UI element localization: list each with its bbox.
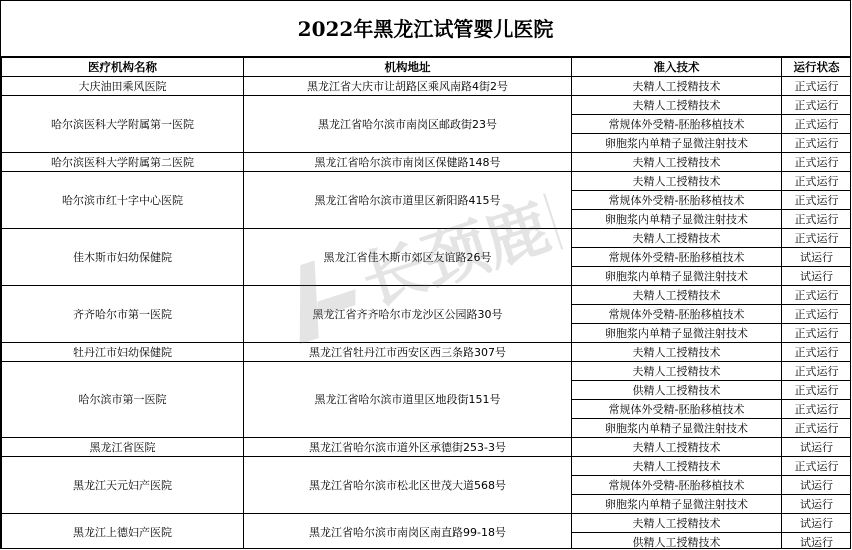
status-cell: 正式运行 — [782, 191, 852, 210]
tech-cell: 常规体外受精-胚胎移植技术 — [572, 115, 782, 134]
table-row — [2, 153, 852, 172]
tech-cell: 卵胞浆内单精子显微注射技术 — [572, 210, 782, 229]
status-cell: 试运行 — [782, 533, 852, 550]
tech-cell: 卵胞浆内单精子显微注射技术 — [572, 419, 782, 438]
table-row — [2, 286, 852, 305]
status-cell: 试运行 — [782, 267, 852, 286]
hospital-address-cell: 黑龙江省哈尔滨市松北区世茂大道568号 — [244, 457, 572, 514]
watermark-text: 长颈鹿网 — [353, 170, 571, 321]
tech-cell: 供精人工授精技术 — [572, 533, 782, 550]
tech-cell: 夫精人工授精技术 — [572, 229, 782, 248]
hospital-address-cell: 黑龙江省哈尔滨市道外区承德街253-3号 — [244, 438, 572, 457]
table-row — [2, 438, 852, 457]
table-row — [2, 77, 852, 96]
table-row — [2, 172, 852, 191]
table-row — [2, 96, 852, 115]
table-row — [2, 362, 852, 381]
hospital-name-cell: 牡丹江市妇幼保健院 — [2, 343, 244, 362]
header-status: 运行状态 — [782, 58, 852, 77]
tech-cell: 常规体外受精-胚胎移植技术 — [572, 305, 782, 324]
status-cell: 试运行 — [782, 476, 852, 495]
status-cell: 正式运行 — [782, 115, 852, 134]
hospital-table — [1, 57, 851, 549]
hospital-address-cell: 黑龙江省大庆市让胡路区乘风南路4街2号 — [244, 77, 572, 96]
hospital-name-cell: 齐齐哈尔市第一医院 — [2, 286, 244, 343]
hospital-name-cell: 黑龙江上德妇产医院 — [2, 514, 244, 550]
header-tech: 准入技术 — [572, 58, 782, 77]
header-name: 医疗机构名称 — [2, 58, 244, 77]
hospital-name-cell: 佳木斯市妇幼保健院 — [2, 229, 244, 286]
status-cell: 正式运行 — [782, 96, 852, 115]
status-cell: 正式运行 — [782, 229, 852, 248]
tech-cell: 卵胞浆内单精子显微注射技术 — [572, 267, 782, 286]
tech-cell: 夫精人工授精技术 — [572, 514, 782, 533]
hospital-name-cell: 哈尔滨医科大学附属第二医院 — [2, 153, 244, 172]
hospital-address-cell: 黑龙江省佳木斯市郊区友谊路26号 — [244, 229, 572, 286]
status-cell: 正式运行 — [782, 400, 852, 419]
tech-cell: 常规体外受精-胚胎移植技术 — [572, 476, 782, 495]
tech-cell: 夫精人工授精技术 — [572, 153, 782, 172]
tech-cell: 常规体外受精-胚胎移植技术 — [572, 248, 782, 267]
hospital-name-cell: 哈尔滨市红十字中心医院 — [2, 172, 244, 229]
tech-cell: 夫精人工授精技术 — [572, 77, 782, 96]
table-row — [2, 229, 852, 248]
status-cell: 正式运行 — [782, 153, 852, 172]
table-row — [2, 343, 852, 362]
table-body — [2, 77, 852, 550]
status-cell: 正式运行 — [782, 419, 852, 438]
hospital-address-cell: 黑龙江省哈尔滨市南岗区邮政街23号 — [244, 96, 572, 153]
header-address: 机构地址 — [244, 58, 572, 77]
status-cell: 试运行 — [782, 495, 852, 514]
page-title: 2022年黑龙江试管婴儿医院 — [1, 1, 850, 57]
tech-cell: 常规体外受精-胚胎移植技术 — [572, 191, 782, 210]
tech-cell: 夫精人工授精技术 — [572, 172, 782, 191]
table-row — [2, 457, 852, 476]
status-cell: 正式运行 — [782, 381, 852, 400]
header-row — [2, 58, 852, 77]
tech-cell: 夫精人工授精技术 — [572, 457, 782, 476]
hospital-name-cell: 哈尔滨医科大学附属第一医院 — [2, 96, 244, 153]
hospital-name-cell: 大庆油田乘风医院 — [2, 77, 244, 96]
status-cell: 试运行 — [782, 514, 852, 533]
hospital-address-cell: 黑龙江省牡丹江市西安区西三条路307号 — [244, 343, 572, 362]
status-cell: 正式运行 — [782, 172, 852, 191]
tech-cell: 卵胞浆内单精子显微注射技术 — [572, 495, 782, 514]
hospital-address-cell: 黑龙江省哈尔滨市道里区新阳路415号 — [244, 172, 572, 229]
status-cell: 正式运行 — [782, 286, 852, 305]
tech-cell: 夫精人工授精技术 — [572, 286, 782, 305]
status-cell: 正式运行 — [782, 362, 852, 381]
tech-cell: 卵胞浆内单精子显微注射技术 — [572, 134, 782, 153]
status-cell: 正式运行 — [782, 305, 852, 324]
hospital-name-cell: 黑龙江天元妇产医院 — [2, 457, 244, 514]
status-cell: 正式运行 — [782, 343, 852, 362]
status-cell: 试运行 — [782, 248, 852, 267]
tech-cell: 夫精人工授精技术 — [572, 96, 782, 115]
hospital-name-cell: 哈尔滨市第一医院 — [2, 362, 244, 438]
table-row — [2, 514, 852, 533]
hospital-address-cell: 黑龙江省哈尔滨市南岗区南直路99-18号 — [244, 514, 572, 550]
status-cell: 正式运行 — [782, 324, 852, 343]
tech-cell: 卵胞浆内单精子显微注射技术 — [572, 324, 782, 343]
tech-cell: 夫精人工授精技术 — [572, 438, 782, 457]
tech-cell: 夫精人工授精技术 — [572, 343, 782, 362]
status-cell: 正式运行 — [782, 77, 852, 96]
hospital-name-cell: 黑龙江省医院 — [2, 438, 244, 457]
tech-cell: 夫精人工授精技术 — [572, 362, 782, 381]
tech-cell: 常规体外受精-胚胎移植技术 — [572, 400, 782, 419]
tech-cell: 供精人工授精技术 — [572, 381, 782, 400]
status-cell: 试运行 — [782, 438, 852, 457]
status-cell: 正式运行 — [782, 134, 852, 153]
hospital-address-cell: 黑龙江省哈尔滨市道里区地段街151号 — [244, 362, 572, 438]
status-cell: 正式运行 — [782, 457, 852, 476]
hospital-address-cell: 黑龙江省齐齐哈尔市龙沙区公园路30号 — [244, 286, 572, 343]
hospital-address-cell: 黑龙江省哈尔滨市南岗区保健路148号 — [244, 153, 572, 172]
status-cell: 正式运行 — [782, 210, 852, 229]
